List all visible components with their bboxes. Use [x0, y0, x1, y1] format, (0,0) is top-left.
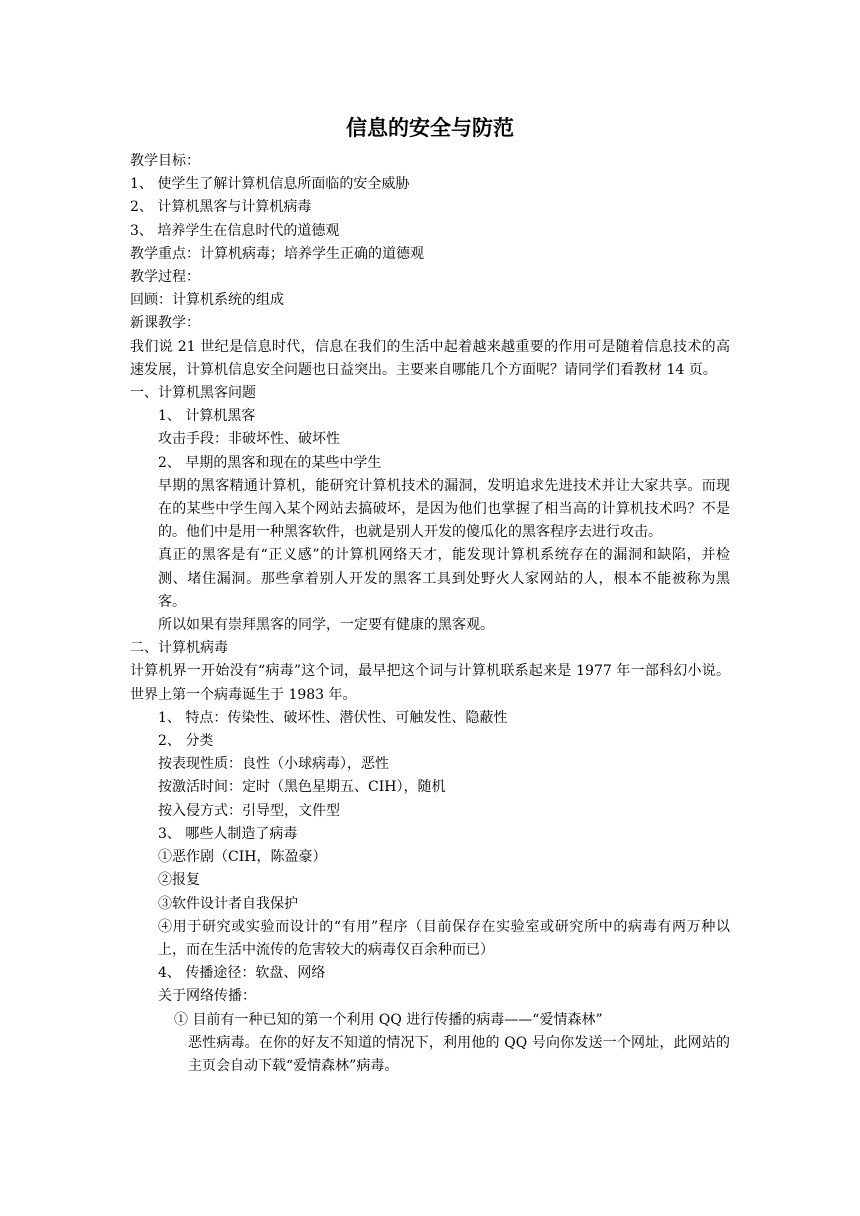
intro-paragraph: 我们说 21 世纪是信息时代，信息在我们的生活中起着越来越重要的作用可是随着信息技术的高速发展，计算机信息安全问题也日益突出。主要来自哪能几个方面呢？请同学们看教材 14 页。 [130, 338, 730, 378]
body-paragraph: 真正的黑客是有“正义感”的计算机网络天才，能发现计算机系统存在的漏洞和缺陷，并检测、堵住漏洞。那些拿着别人开发的黑客工具到处野火人家网站的人，根本不能被称为黑客。 [158, 547, 730, 610]
subheading: 2、 早期的黑客和现在的某些中学生 [158, 454, 382, 471]
key-points: 教学重点：计算机病毒；培养学生正确的道德观 [130, 245, 424, 262]
section-label-objectives: 教学目标： [130, 153, 200, 169]
objective-item: 1、 使学生了解计算机信息所面临的安全威胁 [130, 176, 410, 193]
list-item: ① 目前有一种已知的第一个利用 QQ 进行传播的病毒——“爱情森林” [174, 1011, 603, 1028]
body-line: 关于网络传播： [158, 988, 256, 1005]
list-item: ①恶作剧（CIH，陈盈豪） [158, 849, 327, 866]
body-line: 攻击手段：非破坏性、破坏性 [158, 431, 340, 448]
heading-virus: 二、计算机病毒 [130, 640, 228, 657]
subheading: 1、 计算机黑客 [158, 408, 256, 425]
subheading: 4、 传播途径：软盘、网络 [158, 965, 326, 982]
document-body [130, 150, 730, 1078]
subheading: 3、 哪些人制造了病毒 [158, 825, 298, 842]
review-line: 回顾：计算机系统的组成 [130, 292, 284, 309]
objective-item: 2、 计算机黑客与计算机病毒 [130, 199, 312, 216]
body-line: 所以如果有崇拜黑客的同学，一定要有健康的黑客观。 [158, 617, 494, 634]
list-item: ③软件设计者自我保护 [158, 895, 298, 912]
section-label-process: 教学过程： [130, 269, 200, 286]
body-paragraph: 计算机界一开始没有“病毒”这个词，最早把这个词与计算机联系起来是 1977 年一部科幻小说。世界上第一个病毒诞生于 1983 年。 [130, 663, 730, 703]
subheading: 1、 特点：传染性、破坏性、潜伏性、可触发性、隐蔽性 [158, 709, 508, 726]
body-paragraph: 早期的黑客精通计算机，能研究计算机技术的漏洞，发明追求先进技术并让大家共享。而现在的某些中学生闯入某个网站去搞破坏，是因为他们也掌握了相当高的计算机技术吗？不是的。他们中是用一种黑客软件，也就是别人开发的傻瓜化的黑客程序去进行攻击。 [158, 477, 730, 541]
list-item: ②报复 [158, 872, 200, 889]
body-line: 按激活时间：定时（黑色星期五、CIH），随机 [158, 779, 446, 796]
heading-hacker: 一、计算机黑客问题 [130, 385, 256, 402]
section-label-new-lesson: 新课教学： [130, 315, 200, 332]
objective-item: 3、 培养学生在信息时代的道德观 [130, 222, 340, 239]
page-title: 信息的安全与防范 [346, 116, 514, 140]
body-line: 按入侵方式：引导型，文件型 [158, 802, 340, 819]
list-item: ④用于研究或实验而设计的“有用”程序（目前保存在实验室或研究所中的病毒有两万种以上，而在生活中流传的危害较大的病毒仅百余种而已） [158, 918, 730, 958]
subheading: 2、 分类 [158, 733, 214, 750]
body-paragraph: 恶性病毒。在你的好友不知道的情况下，利用他的 QQ 号向你发送一个网址，此网站的主页会自动下载“爱情森林”病毒。 [188, 1034, 730, 1074]
body-line: 按表现性质：良性（小球病毒），恶性 [158, 756, 389, 773]
